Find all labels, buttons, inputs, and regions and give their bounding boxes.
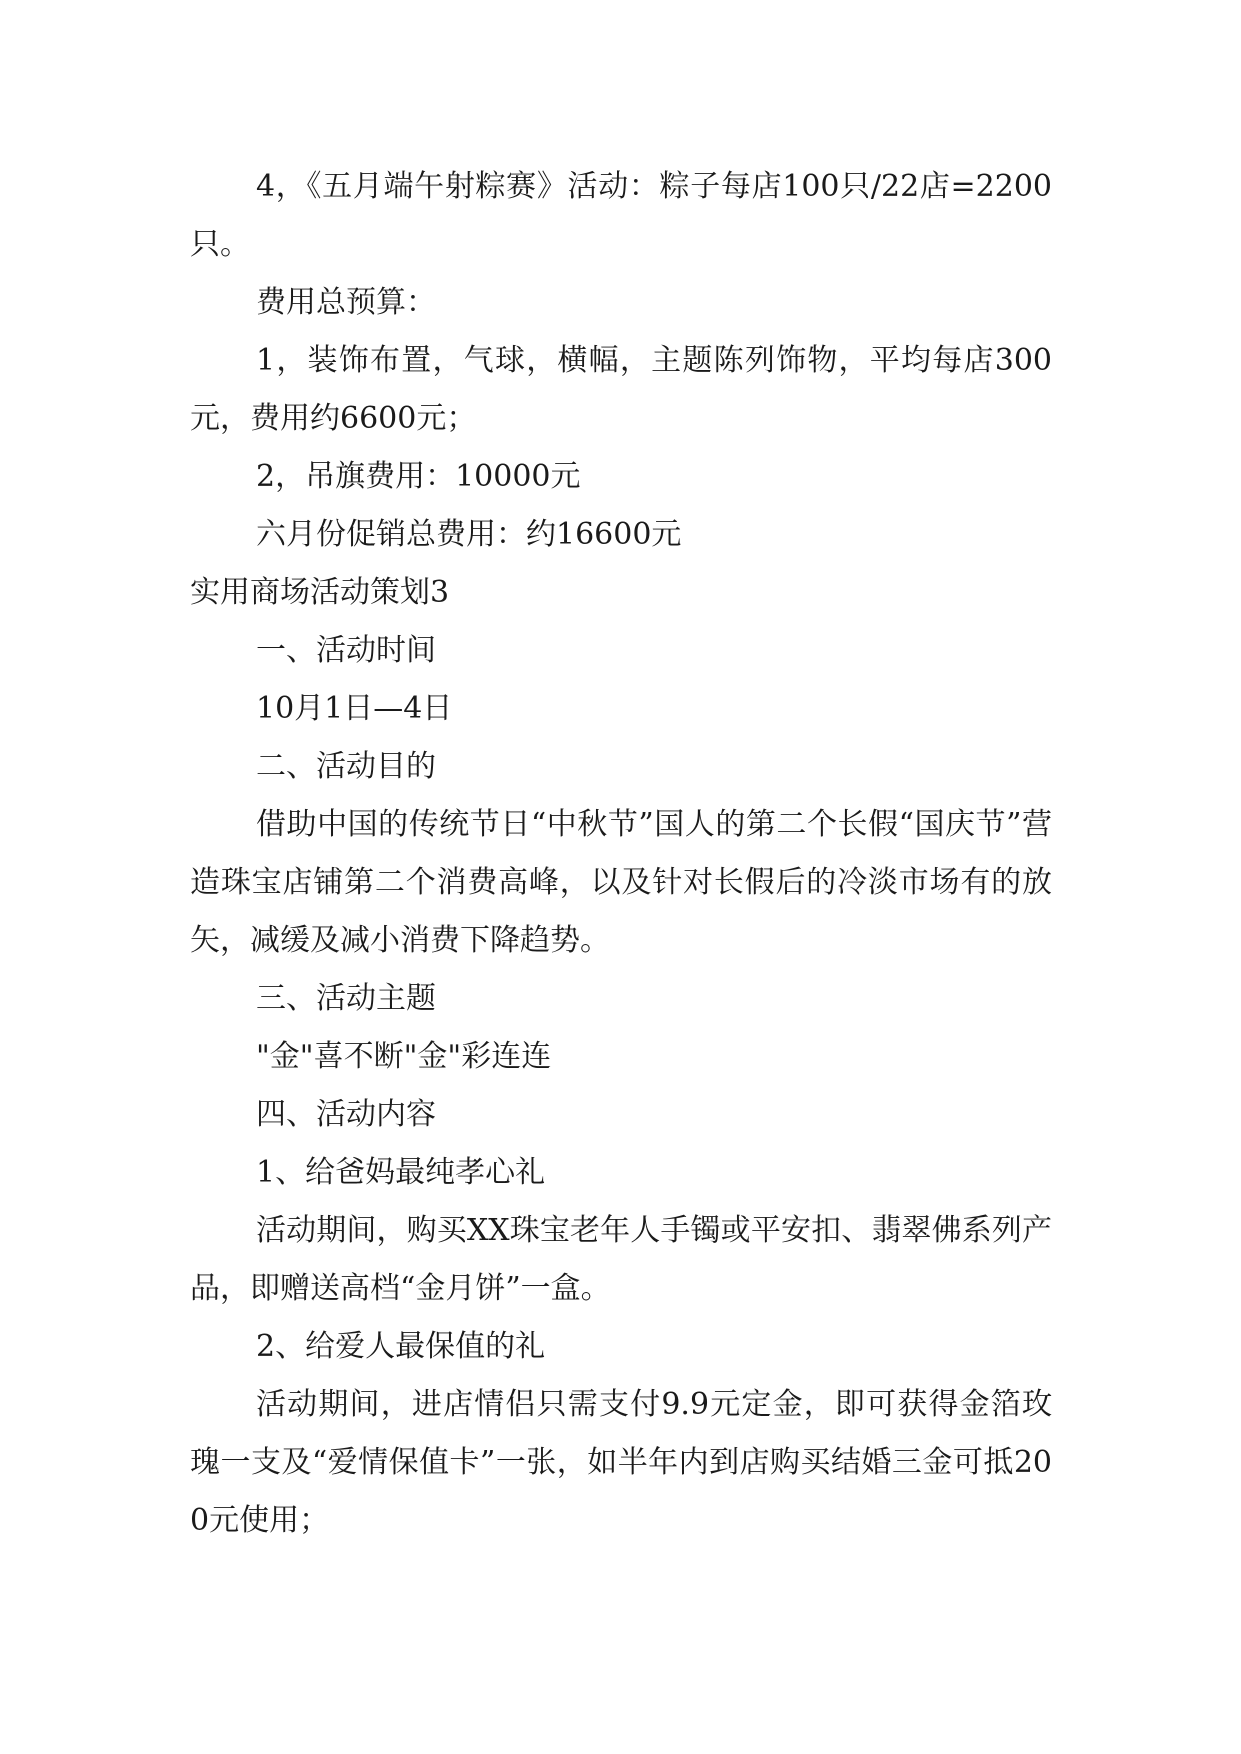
paragraph-dragon-boat-activity: 4，《五月端午射粽赛》活动：粽子每店100只/22店=2200只。 (190, 169, 1052, 262)
paragraph-item-1-body: 活动期间，购买XX珠宝老年人手镯或平安扣、翡翠佛系列产品，即赠送高档“金月饼”一盒。 (190, 1213, 1052, 1306)
paragraph-theme-body: "金"喜不断"金"彩连连 (256, 1039, 552, 1074)
paragraph-item-2-body: 活动期间，进店情侣只需支付9.9元定金，即可获得金箔玫瑰一支及“爱情保值卡”一张，如半年内到店购买结婚三金可抵200元使用； (190, 1387, 1052, 1538)
paragraph-budget-item-2: 2，吊旗费用：10000元 (256, 459, 581, 494)
document-body (190, 158, 1052, 1550)
paragraph-item-2-title: 2、给爱人最保值的礼 (256, 1329, 546, 1364)
paragraph-time-value: 10月1日—4日 (256, 691, 453, 726)
paragraph-purpose-body: 借助中国的传统节日“中秋节”国人的第二个长假“国庆节”营造珠宝店铺第二个消费高峰，以及针对长假后的冷淡市场有的放矢，减缓及减小消费下降趋势。 (190, 807, 1052, 958)
section-heading: 实用商场活动策划3 (190, 575, 450, 610)
paragraph-budget-title: 费用总预算： (256, 285, 436, 320)
paragraph-june-total: 六月份促销总费用：约16600元 (256, 517, 682, 552)
paragraph-purpose-heading: 二、活动目的 (256, 749, 436, 784)
paragraph-time-heading: 一、活动时间 (256, 633, 436, 668)
paragraph-item-1-title: 1、给爸妈最纯孝心礼 (256, 1155, 546, 1190)
paragraph-theme-heading: 三、活动主题 (256, 981, 436, 1016)
paragraph-content-heading: 四、活动内容 (256, 1097, 436, 1132)
paragraph-budget-item-1: 1，装饰布置，气球，横幅，主题陈列饰物，平均每店300元，费用约6600元； (190, 343, 1052, 436)
